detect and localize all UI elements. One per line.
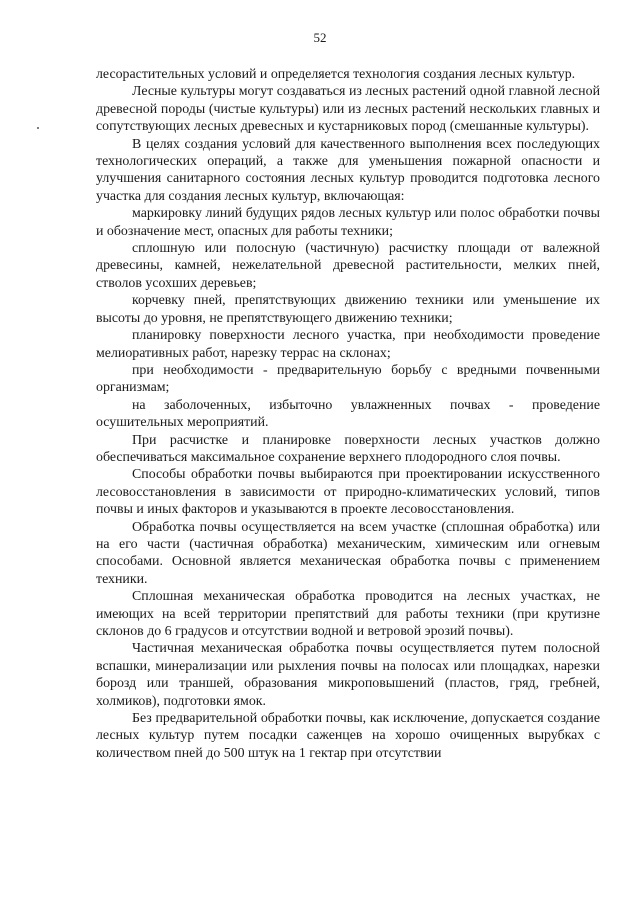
list-item: на заболоченных, избыточно увлажненных почвах - проведение осушительных мероприятий.	[96, 397, 600, 431]
paragraph: Способы обработки почвы выбираются при проектировании искусственного лесовосстановления в зависимости от природно-климатических условий, типов почвы и иных факторов и указываются в проекте лесовосстановления.	[96, 467, 600, 518]
page-number: 52	[313, 30, 327, 45]
body-text	[96, 66, 600, 762]
list-item: при необходимости - предварительную борьбу с вредными почвенными организмам;	[96, 362, 600, 396]
paragraph: В целях создания условий для качественного выполнения всех последующих технологических операций, а также для уменьшения пожарной опасности и улучшения санитарного состояния лесных культур проводится подготовка лесного участка для создания лесных культур, включающая:	[96, 136, 600, 204]
list-item: маркировку линий будущих рядов лесных культур или полос обработки почвы и обозначение мест, опасных для работы техники;	[96, 206, 600, 239]
paragraph: При расчистке и планировке поверхности лесных участков должно обеспечиваться максимальное сохранение верхнего плодородного слоя почвы.	[96, 432, 600, 465]
paragraph: Сплошная механическая обработка проводится на лесных участках, не имеющих на всей территории препятствий для работы техники (при крутизне склонов до 6 градусов и отсутствии водной и ветровой эрозий почвы).	[96, 589, 600, 639]
scan-dot	[37, 127, 39, 129]
paragraph-continued: лесорастительных условий и определяется технология создания лесных культур.	[96, 67, 576, 82]
paragraph: Лесные культуры могут создаваться из лесных растений одной главной лесной древесной породы (чистые культуры) или из лесных растений нескольких главных и сопутствующих лесных древесных и кустарниковых пород (смешанные культуры).	[96, 84, 600, 135]
paragraph: Частичная механическая обработка почвы осуществляется путем полосной вспашки, минерализации или рыхления почвы на полосах или площадках, нарезки борозд или траншей, образования микроповышений (пластов, гряд, гребней, холмиков), подготовки ямок.	[96, 641, 600, 709]
list-item: корчевку пней, препятствующих движению техники или уменьшение их высоты до уровня, не препятствующего движению техники;	[96, 293, 600, 326]
list-item: сплошную или полосную (частичную) расчистку площади от валежной древесины, камней, нежелательной древесной растительности, мелких пней, стволов усохших деревьев;	[96, 241, 600, 291]
list-item: планировку поверхности лесного участка, при необходимости проведение мелиоративных работ, нарезку террас на склонах;	[96, 328, 600, 361]
paragraph: Обработка почвы осуществляется на всем участке (сплошная обработка) или на его части (частичная обработка) механическим, химическим или огневым способами. Основной является механическая обработка почвы с применением техники.	[96, 519, 600, 587]
paragraph: Без предварительной обработки почвы, как исключение, допускается создание лесных культур путем посадки саженцев на хорошо очищенных вырубках с количеством пней до 500 штук на 1 гектар при отсутствии	[96, 711, 600, 761]
